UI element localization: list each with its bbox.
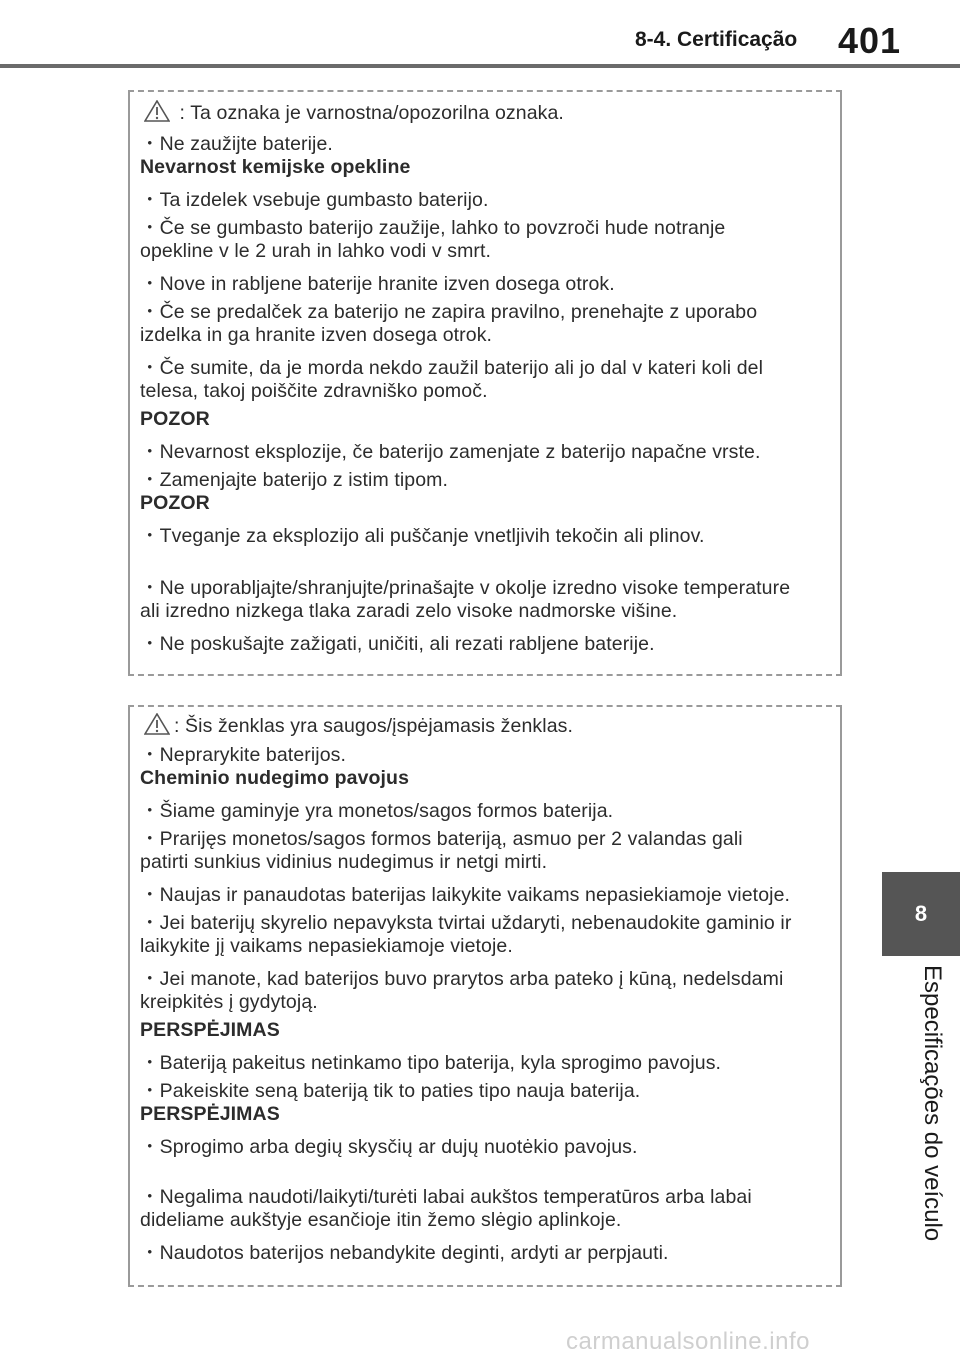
- page-number: 401: [838, 20, 902, 61]
- warning-text-line: ・Jei manote, kad baterijos buvo prarytos arba pateko į kūną, nedelsdami: [140, 968, 784, 990]
- warning-text-line: ・Bateriją pakeitus netinkamo tipo baterija, kyla sprogimo pavojus.: [140, 1052, 722, 1074]
- warning-text-line: ・Ne zaužijte baterije.: [140, 133, 333, 155]
- warning-text-line: ・Ne uporabljajte/shranjujte/prinašajte v okolje izredno visoke temperature: [140, 577, 791, 599]
- warning-heading: POZOR: [140, 492, 210, 514]
- caution-line: [144, 100, 564, 125]
- warning-text-line: ・Če sumite, da je morda nekdo zaužil baterijo ali jo dal v kateri koli del: [140, 357, 764, 379]
- warning-heading: POZOR: [140, 408, 210, 430]
- warning-text-line: ・Naujas ir panaudotas baterijas laikykite vaikams nepasiekiamoje vietoje.: [140, 884, 791, 906]
- lithuanian-warning-box: [128, 705, 842, 1287]
- watermark: carmanualsonline.info: [566, 1328, 810, 1355]
- caution-icon: [144, 713, 170, 735]
- warning-heading: Nevarnost kemijske opekline: [140, 156, 411, 178]
- warning-text-line: ・Tveganje za eksplozijo ali puščanje vnetljivih tekočin ali plinov.: [140, 525, 705, 547]
- warning-text-line: ・Šiame gaminyje yra monetos/sagos formos baterija.: [140, 800, 614, 822]
- caution-icon: [144, 100, 170, 122]
- warning-text-line: ・Če se gumbasto baterijo zaužije, lahko to povzroči hude notranje: [140, 217, 726, 239]
- warning-heading: Cheminio nudegimo pavojus: [140, 767, 410, 789]
- chapter-number: 8: [914, 901, 928, 926]
- warning-heading: PERSPĖJIMAS: [140, 1103, 280, 1125]
- caution-line: [144, 713, 573, 738]
- warning-text-line: patirti sunkius vidinius nudegimus ir netgi mirti.: [140, 851, 548, 873]
- caution-text: : Šis ženklas yra saugos/įspėjamasis ženklas.: [174, 715, 574, 737]
- warning-text-line: ・Nove in rabljene baterije hranite izven dosega otrok.: [140, 273, 615, 295]
- warning-text-line: ・Nevarnost eksplozije, če baterijo zamenjate z baterijo napačne vrste.: [140, 441, 761, 463]
- warning-text-line: ・Ta izdelek vsebuje gumbasto baterijo.: [140, 189, 489, 211]
- warning-text-line: telesa, takoj poiščite zdravniško pomoč.: [140, 380, 488, 402]
- warning-text-line: ・Zamenjajte baterijo z istim tipom.: [140, 469, 449, 491]
- chapter-tab: [882, 872, 960, 956]
- warning-text-line: ・Sprogimo arba degių skysčių ar dujų nuotėkio pavojus.: [140, 1136, 638, 1158]
- warning-text-line: ali izredno nizkega tlaka zaradi zelo visoke nadmorske višine.: [140, 600, 678, 622]
- caution-text: : Ta oznaka je varnostna/opozorilna oznaka.: [174, 102, 564, 124]
- warning-text-line: ・Jei baterijų skyrelio nepavyksta tvirtai uždaryti, nebenaudokite gaminio ir: [140, 912, 792, 934]
- warning-text-line: ・Ne poskušajte zažigati, uničiti, ali rezati rabljene baterije.: [140, 633, 655, 655]
- header-divider: [0, 64, 960, 68]
- warning-text-line: ・Negalima naudoti/laikyti/turėti labai aukštos temperatūros arba labai: [140, 1186, 752, 1208]
- warning-text-line: ・Naudotos baterijos nebandykite deginti, ardyti ar perpjauti.: [140, 1242, 669, 1264]
- warning-text-line: kreipkitės į gydytoją.: [140, 991, 318, 1013]
- warning-text-line: ・Neprarykite baterijos.: [140, 744, 347, 766]
- warning-text-line: laikykite jį vaikams nepasiekiamoje vietoje.: [140, 935, 513, 957]
- warning-text-line: opekline v le 2 urah in lahko vodi v smrt.: [140, 240, 492, 262]
- section-title: 8-4. Certificação: [635, 28, 798, 51]
- warning-text-line: dideliame aukštyje esančioje itin žemo slėgio aplinkoje.: [140, 1209, 622, 1231]
- chapter-title: Especificações do veículo: [919, 965, 946, 1242]
- warning-text-line: ・Če se predalček za baterijo ne zapira pravilno, prenehajte z uporabo: [140, 301, 758, 323]
- slovenian-warning-box: [128, 90, 842, 676]
- warning-text-line: ・Prarijęs monetos/sagos formos bateriją, asmuo per 2 valandas gali: [140, 828, 743, 850]
- warning-text-line: ・Pakeiskite seną bateriją tik to paties tipo nauja baterija.: [140, 1080, 641, 1102]
- warning-text-line: izdelka in ga hranite izven dosega otrok.: [140, 324, 493, 346]
- warning-heading: PERSPĖJIMAS: [140, 1019, 280, 1041]
